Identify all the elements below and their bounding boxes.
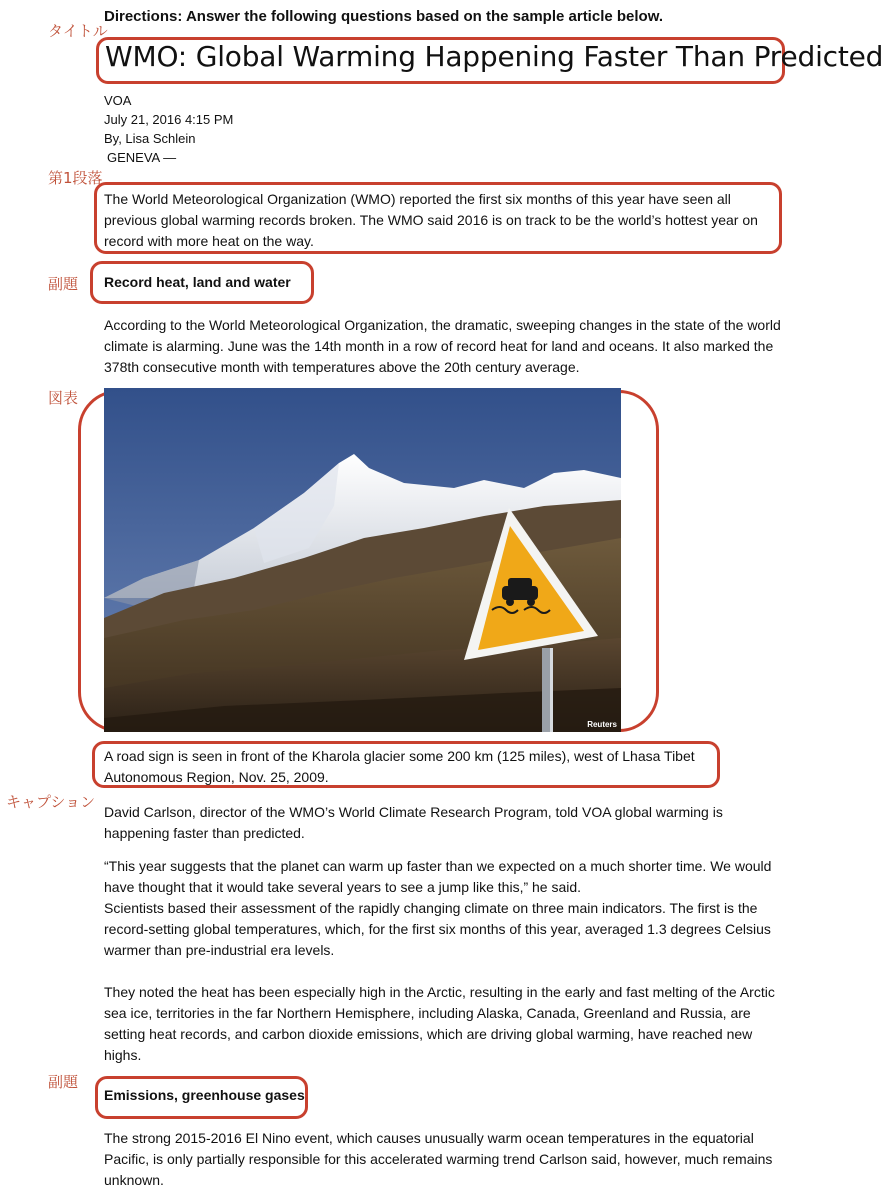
article-photo <box>104 388 621 732</box>
article-paragraph-3: David Carlson, director of the WMO’s World Climate Research Program, told VOA global warming is happening faster than predicted. <box>104 804 723 841</box>
annotation-subheading-label: 副題 <box>48 275 79 293</box>
annotation-first-paragraph-label: 第1段落 <box>48 169 103 187</box>
article-date: July 21, 2016 4:15 PM <box>104 112 234 127</box>
article-byline: By, Lisa Schlein <box>104 131 196 146</box>
annotation-caption-label: キャプション <box>6 793 96 811</box>
annotation-subheading-label-2: 副題 <box>48 1073 79 1091</box>
photo-caption: A road sign is seen in front of the Kharola glacier some 200 km (125 miles), west of Lhasa Tibet Autonomous Region, Nov. 25, 2009. <box>104 748 695 785</box>
article-source: VOA <box>104 93 132 108</box>
article-paragraph-5: Scientists based their assessment of the rapidly changing climate on three main indicators. The first is the record-setting global temperatures, which, for the first six months of this year, averaged 1.3 degrees Celsius warmer than pre-industrial era levels. <box>104 900 771 958</box>
article-paragraph-6: They noted the heat has been especially high in the Arctic, resulting in the early and fast melting of the Arctic sea ice, territories in the far Northern Hemisphere, including Alaska, Canada, Greenland and Russia, are setting heat records, and carbon dioxide emissions, which are driving global warming, have reached new highs. <box>104 984 775 1063</box>
subheading-record-heat: Record heat, land and water <box>104 274 291 290</box>
article-dateline: GENEVA — <box>107 150 177 165</box>
annotation-title-label: タイトル <box>48 22 108 40</box>
subheading-emissions: Emissions, greenhouse gases <box>104 1087 305 1103</box>
photo-credit: Reuters <box>587 720 617 729</box>
annotation-figure-label: 図表 <box>48 389 79 407</box>
directions-text: Directions: Answer the following questions based on the sample article below. <box>104 8 663 25</box>
article-title: WMO: Global Warming Happening Faster Than Predicted <box>105 40 883 73</box>
article-paragraph-7: The strong 2015-2016 El Nino event, which causes unusually warm ocean temperatures in the equatorial Pacific, is only partially responsible for this accelerated warming trend Carlson said, however, much remains unknown. <box>104 1130 773 1188</box>
article-paragraph-4: “This year suggests that the planet can warm up faster than we expected on a much shorter time. We would have thought that it would take several years to see a jump like this,” he said. <box>104 858 772 895</box>
article-paragraph-1: The World Meteorological Organization (WMO) reported the first six months of this year have seen all previous global warming records broken. The WMO said 2016 is on track to be the world’s hottest year on record with more heat on the way. <box>104 191 758 249</box>
article-paragraph-2: According to the World Meteorological Organization, the dramatic, sweeping changes in the state of the world climate is alarming. June was the 14th month in a row of record heat for land and oceans. It also marked the 378th consecutive month with temperatures above the 20th century average. <box>104 317 781 375</box>
